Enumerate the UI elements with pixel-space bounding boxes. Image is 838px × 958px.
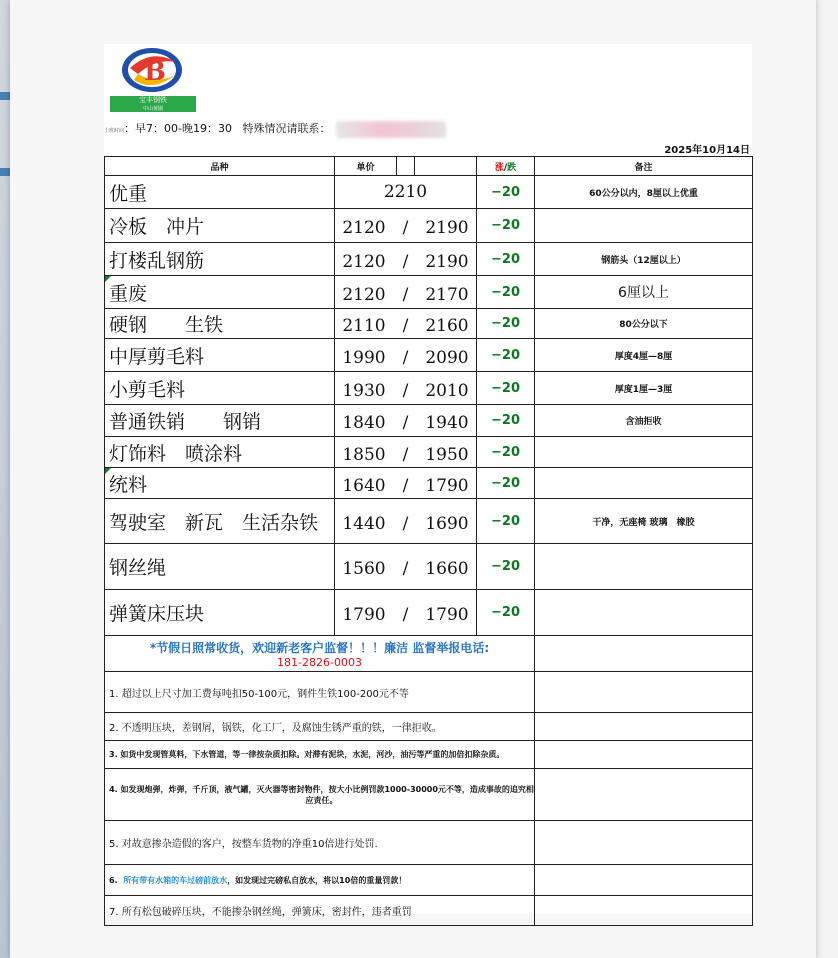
item-note (535, 590, 753, 636)
rule-row (105, 821, 753, 865)
item-note (535, 468, 753, 499)
empty-cell (535, 741, 753, 769)
item-change: −20 (477, 544, 535, 590)
item-note: 含油拒收 (535, 405, 753, 437)
item-change: −20 (477, 405, 535, 437)
rule-row (105, 713, 753, 741)
rule-3: 3. 如货中发现管莫料，下水管道，等一律按杂质扣除。对滞有泥块，水泥，河沙，油污等严重的加倍扣除杂质。 (105, 741, 535, 769)
business-hours (104, 120, 446, 138)
sheet-date: 2025年10月14日 (664, 145, 750, 156)
item-note (535, 544, 753, 590)
item-note (535, 209, 753, 243)
table-row (105, 590, 753, 636)
price-table (104, 156, 753, 926)
rule-6-rest: ，如发现过完磅私自放水，将以10倍的重量罚款！ (227, 875, 407, 885)
item-note: 厚度4厘—8厘 (535, 339, 753, 372)
col-variety: 品种 (105, 157, 335, 176)
hours-value: ：早7：00-晚19：30 (124, 122, 232, 135)
item-price: 1640 / 1790 (335, 468, 477, 499)
table-row (105, 405, 753, 437)
rule-6-highlight: 所有带有水箱的车过磅前放水 (123, 875, 228, 885)
item-name: 钢丝绳 (105, 544, 335, 590)
background-strip (0, 168, 10, 176)
rule-2: 2. 不透明压块，差钢屑，锅铁，化工厂，及腐蚀生锈严重的铁，一律拒收。 (105, 713, 535, 741)
empty-cell (535, 636, 753, 672)
item-price: 1440 / 1690 (335, 499, 477, 544)
item-name: 灯饰料 喷涂料 (105, 437, 335, 468)
item-note: 60公分以内，8厘以上优重 (535, 176, 753, 209)
col-price: 单价 (335, 157, 397, 176)
empty-cell (535, 865, 753, 896)
table-row (105, 499, 753, 544)
item-name: 冷板 冲片 (105, 209, 335, 243)
table-row (105, 276, 753, 309)
item-note (535, 437, 753, 468)
item-change: −20 (477, 437, 535, 468)
col-blank (397, 157, 415, 176)
item-price: 2210 (335, 176, 477, 209)
item-change: −20 (477, 276, 535, 309)
item-name: 弹簧床压块 (105, 590, 335, 636)
contact-label: 特殊情况请联系： (242, 122, 331, 135)
rule-1: 1. 超过以上尺寸加工费每吨扣50-100元，钢件生铁100-200元不等 (105, 672, 535, 713)
rule-7: 7. 所有松包破碎压块，不能掺杂钢丝绳，弹簧床，密封件，违者重罚 (105, 896, 535, 926)
logo-banner (110, 96, 196, 112)
svg-text:B: B (144, 57, 166, 87)
price-sheet (104, 44, 752, 918)
item-price: 1990 / 2090 (335, 339, 477, 372)
empty-cell (535, 896, 753, 926)
rule-6 (105, 865, 535, 896)
rule-4: 4. 如发现炮弹，炸弹，千斤顶，液气罐，灭火器等密封物件，按大小比例罚款1000-30000元不等，造成事故的追究相应责任。 (105, 769, 535, 821)
item-price: 2110 / 2160 (335, 309, 477, 339)
item-price: 2120 / 2190 (335, 243, 477, 276)
table-header (105, 157, 753, 176)
item-note: 钢筋头（12厘以上） (535, 243, 753, 276)
item-change: −20 (477, 372, 535, 405)
image-viewer (10, 0, 816, 958)
rule-row (105, 896, 753, 926)
fall-label: 跌 (507, 162, 517, 173)
notice-row (105, 636, 753, 672)
report-phone: 181-2826-0003 (277, 655, 362, 669)
item-price: 1930 / 2010 (335, 372, 477, 405)
company-logo (108, 44, 196, 114)
item-note: 80公分以下 (535, 309, 753, 339)
logo-sub: 中山黄圃 (142, 106, 163, 112)
item-note: 6厘以上 (535, 276, 753, 309)
notice-text: *节假日照常收货，欢迎新老客户监督！！！廉洁 监督举报电话: (149, 640, 490, 655)
rule-row (105, 672, 753, 713)
table-row (105, 372, 753, 405)
holiday-notice (105, 636, 535, 672)
table-row (105, 468, 753, 499)
item-name: 优重 (105, 176, 335, 209)
item-name: 驾驶室 新瓦 生活杂铁 (105, 499, 335, 544)
table-row (105, 243, 753, 276)
item-change: −20 (477, 499, 535, 544)
item-name: 统料 (105, 468, 335, 499)
item-change: −20 (477, 339, 535, 372)
redacted-contact (336, 121, 446, 138)
table-row (105, 176, 753, 209)
item-change: −20 (477, 209, 535, 243)
item-name: 小剪毛料 (105, 372, 335, 405)
item-name: 打楼乱钢筋 (105, 243, 335, 276)
rule-5: 5. 对故意掺杂造假的客户，按整车货物的净重10倍进行处罚. (105, 821, 535, 865)
item-change: −20 (477, 243, 535, 276)
table-row (105, 309, 753, 339)
item-name: 中厚剪毛料 (105, 339, 335, 372)
item-change: −20 (477, 590, 535, 636)
item-name: 重废 (105, 276, 335, 309)
item-price: 1850 / 1950 (335, 437, 477, 468)
item-price: 1790 / 1790 (335, 590, 477, 636)
item-change: −20 (477, 309, 535, 339)
col-remark: 备注 (535, 157, 753, 176)
item-change: −20 (477, 176, 535, 209)
item-name: 硬钢 生铁 (105, 309, 335, 339)
col-change (477, 157, 535, 176)
hours-label: 上班时间 (104, 128, 125, 134)
item-price: 1840 / 1940 (335, 405, 477, 437)
item-name: 普通铁销 钢销 (105, 405, 335, 437)
item-note: 干净，无座椅 玻璃 橡胶 (535, 499, 753, 544)
table-row (105, 437, 753, 468)
logo-emblem (108, 44, 196, 98)
table-row (105, 544, 753, 590)
item-price: 2120 / 2190 (335, 209, 477, 243)
logo-name: 宝丰钢铁 (139, 96, 167, 104)
empty-cell (535, 713, 753, 741)
col-blank (415, 157, 477, 176)
empty-cell (535, 672, 753, 713)
rule-row (105, 741, 753, 769)
item-price: 1560 / 1660 (335, 544, 477, 590)
table-row (105, 209, 753, 243)
item-change: −20 (477, 468, 535, 499)
scrollbar[interactable] (815, 0, 838, 958)
table-row (105, 339, 753, 372)
slash-label: / (503, 162, 508, 173)
rule-6-num: 6. (109, 875, 118, 885)
rise-label: 涨 (494, 162, 504, 173)
empty-cell (535, 821, 753, 865)
empty-cell (535, 769, 753, 821)
item-note: 厚度1厘—3厘 (535, 372, 753, 405)
item-price: 2120 / 2170 (335, 276, 477, 309)
background-left (0, 0, 10, 958)
rule-row (105, 769, 753, 821)
rule-row (105, 865, 753, 896)
background-strip (0, 92, 10, 100)
